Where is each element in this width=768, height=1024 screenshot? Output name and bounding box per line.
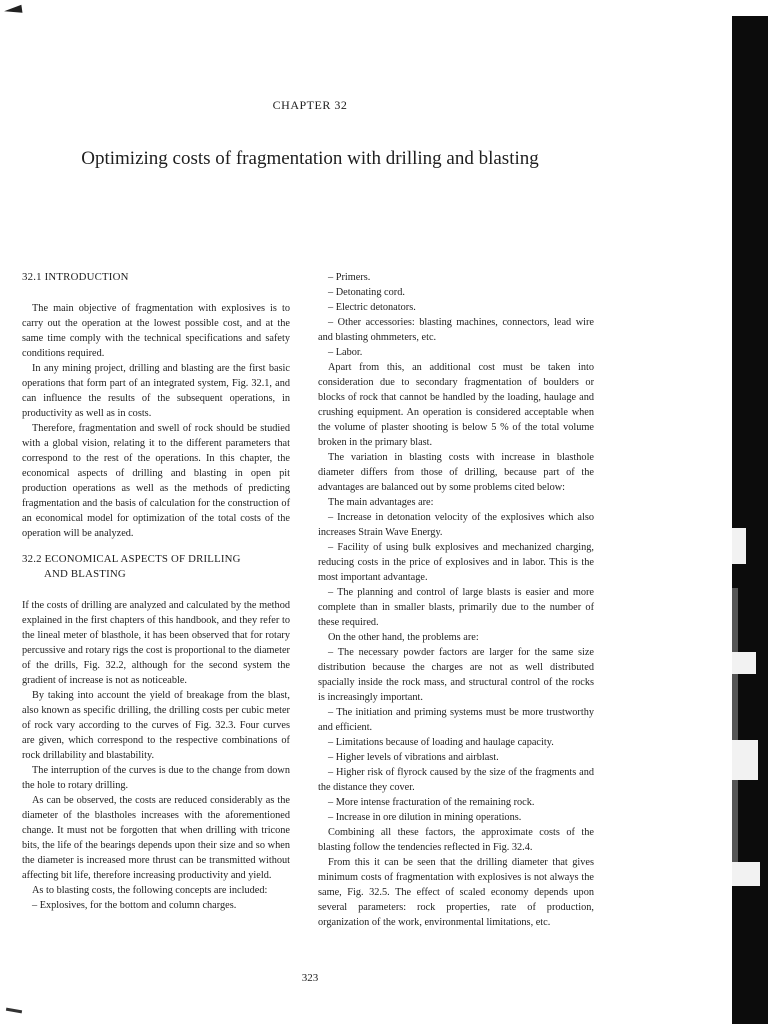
list-item: – Increase in ore dilution in mining operations. — [328, 812, 522, 823]
section-heading-economical-aspects — [22, 552, 290, 582]
list-item: – Explosives, for the bottom and column charges. — [32, 900, 237, 911]
paragraph: The variation in blasting costs with increase in blasthole diameter differs from those of drilling, because part of the advantages are balanced out by some problems cited below: — [318, 452, 594, 493]
paragraph: The interruption of the curves is due to the change from down the hole to rotary drilling. — [22, 765, 290, 791]
list-item: – Facility of using bulk explosives and mechanized charging, reducing costs in the price of explosives and in labor. This is the most important advantage. — [318, 542, 594, 583]
paragraph: By taking into account the yield of breakage from the blast, also known as specific drilling, the drilling costs per cubic meter of rock vary according to the curves of Fig. 32.3. Four curves are given, which correspond to the respective combinations of rock drillability and blastability. — [22, 690, 290, 761]
paragraph: As can be observed, the costs are reduced considerably as the diameter of the blastholes increases with the aforementioned change. It must not be forgotten that when drilling with tricone bits, the life of the bearings depends upon their size and so when the diameter is increased more thrust can be transmitted without affecting bit life, therefore increasing productivity and yield. — [22, 795, 290, 881]
list-item: – Higher levels of vibrations and airblast. — [328, 752, 499, 763]
left-column — [22, 270, 290, 913]
paragraph: Apart from this, an additional cost must be taken into consideration due to secondary fragmentation of boulders or blocks of rock that cannot be handled by the loading, haulage and crushing equipment. An operation is considered acceptable when the volume of plaster shooting is below 5 % of the total volume broken in the primary blast. — [318, 362, 594, 448]
list-item: – Primers. — [328, 272, 371, 283]
scan-corner-mark — [4, 5, 23, 15]
list-item: – Electric detonators. — [328, 302, 416, 313]
list-item: – The initiation and priming systems must be more trustworthy and efficient. — [318, 707, 594, 733]
list-item: – The planning and control of large blasts is easier and more complete than in smaller blasts, primarily due to the number of these required. — [318, 587, 594, 628]
paragraph: Combining all these factors, the approximate costs of the blasting follow the tendencies reflected in Fig. 32.4. — [318, 827, 594, 853]
chapter-label: CHAPTER 32 — [272, 98, 348, 112]
paragraph: The main advantages are: — [328, 497, 434, 508]
scan-edge-gap — [732, 740, 758, 780]
paragraph: The main objective of fragmentation with explosives is to carry out the operation at the lowest possible cost, and at the same time comply with the technical specifications and safety conditions required. — [22, 303, 290, 359]
section-heading-introduction: 32.1 INTRODUCTION — [22, 271, 129, 283]
scan-edge-gap — [732, 862, 760, 886]
page-number: 323 — [301, 972, 319, 984]
list-item: – Labor. — [328, 347, 363, 358]
paragraph: As to blasting costs, the following concepts are included: — [32, 885, 268, 896]
list-item: – Detonating cord. — [328, 287, 405, 298]
scan-edge-gap — [732, 652, 756, 674]
list-item: – More intense fracturation of the remaining rock. — [328, 797, 535, 808]
scan-edge-gap — [732, 528, 746, 564]
list-item: – Higher risk of flyrock caused by the size of the fragments and the distance they cover. — [318, 767, 594, 793]
list-item: – Other accessories: blasting machines, connectors, lead wire and blasting ohmmeters, etc. — [318, 317, 594, 343]
paragraph: Therefore, fragmentation and swell of rock should be studied with a global vision, relating it to the different parameters that correspond to the rest of the operations. In this chapter, the economical aspects of drilling and blasting in open pit production operations as well as the methods of predicting fragmentation and the basis of calculation for the construction of an economical model for optimization of the total costs of the operation will be analyzed. — [22, 423, 290, 539]
paragraph: In any mining project, drilling and blasting are the first basic operations that form part of an integrated system, Fig. 32.1, and can influence the results of the subsequent operations, in productivity as well as in costs. — [22, 363, 290, 419]
list-item: – The necessary powder factors are larger for the same size distribution because the charges are not as well distributed spacially inside the rock mass, and structural control of the rocks is increasingly important. — [318, 647, 594, 703]
list-item: – Increase in detonation velocity of the explosives which also increases Strain Wave Energy. — [318, 512, 594, 538]
right-column — [318, 270, 594, 930]
paragraph: From this it can be seen that the drilling diameter that gives minimum costs of fragmentation with explosives is not always the same, Fig. 32.5. The effect of scaled economy depends upon several parameters: rock properties, rate of production, organization of the work, environmental limitations, etc. — [318, 857, 594, 928]
list-item: – Limitations because of loading and haulage capacity. — [328, 737, 554, 748]
paragraph: If the costs of drilling are analyzed and calculated by the method explained in the first chapters of this handbook, and they refer to the lineal meter of blasthole, it has been observed that for rotary percussive and rotary rigs the cost is proportional to the diameter of the drills, Fig. 32.2, although for the second system the gradient of increase is not as noticeable. — [22, 600, 290, 686]
paragraph: On the other hand, the problems are: — [328, 632, 479, 643]
section-heading-line: AND BLASTING — [44, 568, 126, 580]
page-title: Optimizing costs of fragmentation with drilling and blasting — [81, 148, 539, 169]
scan-corner-mark-bottom — [6, 1008, 22, 1014]
section-heading-line: 32.2 ECONOMICAL ASPECTS OF DRILLING — [22, 553, 241, 565]
scan-edge-grey — [732, 588, 738, 868]
